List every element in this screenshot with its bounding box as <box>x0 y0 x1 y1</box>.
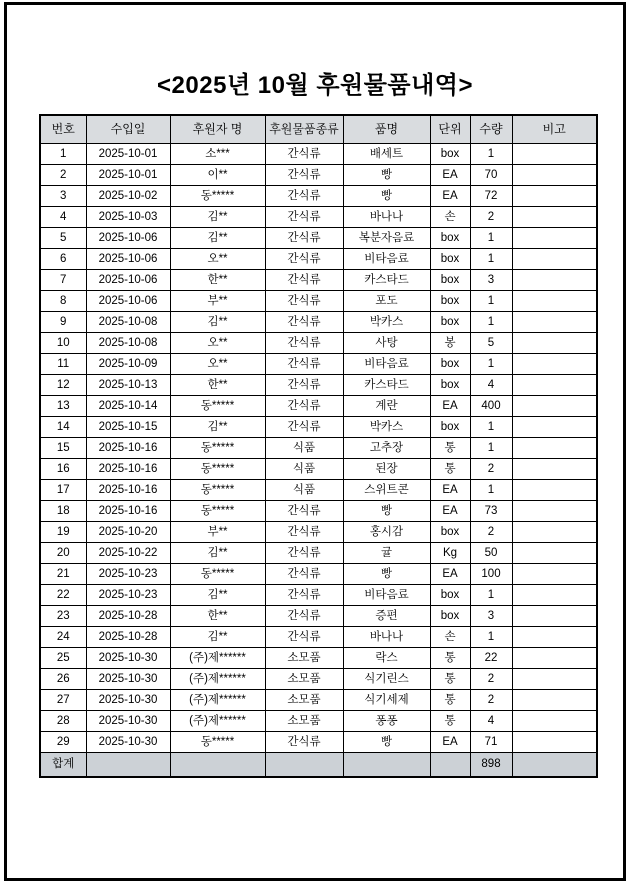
cell-unit: EA <box>430 501 470 522</box>
cell-item: 빵 <box>343 186 430 207</box>
cell-note <box>512 690 597 711</box>
cell-no: 13 <box>40 396 86 417</box>
cell-category: 식품 <box>265 459 343 480</box>
cell-donor: 김** <box>170 312 265 333</box>
footer-total-quantity: 898 <box>470 753 512 778</box>
cell-donor: 김** <box>170 417 265 438</box>
cell-qty: 400 <box>470 396 512 417</box>
cell-unit: box <box>430 228 470 249</box>
cell-unit: 통 <box>430 648 470 669</box>
cell-qty: 1 <box>470 228 512 249</box>
cell-item: 빵 <box>343 165 430 186</box>
table-row <box>40 417 597 438</box>
cell-note <box>512 312 597 333</box>
cell-item: 증편 <box>343 606 430 627</box>
cell-no: 4 <box>40 207 86 228</box>
cell-no: 27 <box>40 690 86 711</box>
cell-item: 카스타드 <box>343 270 430 291</box>
cell-item: 비타음료 <box>343 354 430 375</box>
cell-unit: EA <box>430 480 470 501</box>
cell-category: 간식류 <box>265 354 343 375</box>
cell-unit: 통 <box>430 690 470 711</box>
footer-empty-cell <box>265 753 343 778</box>
cell-date: 2025-10-23 <box>86 564 170 585</box>
cell-category: 간식류 <box>265 249 343 270</box>
cell-date: 2025-10-06 <box>86 291 170 312</box>
cell-category: 간식류 <box>265 312 343 333</box>
cell-unit: box <box>430 144 470 165</box>
cell-donor: (주)제****** <box>170 669 265 690</box>
cell-unit: 통 <box>430 669 470 690</box>
cell-no: 17 <box>40 480 86 501</box>
table-row <box>40 459 597 480</box>
cell-note <box>512 543 597 564</box>
cell-category: 간식류 <box>265 333 343 354</box>
column-header-donor: 후원자 명 <box>170 115 265 144</box>
cell-note <box>512 417 597 438</box>
table-row <box>40 165 597 186</box>
cell-qty: 2 <box>470 522 512 543</box>
table-row <box>40 669 597 690</box>
cell-note <box>512 501 597 522</box>
cell-donor: 이** <box>170 165 265 186</box>
cell-donor: 한** <box>170 606 265 627</box>
cell-item: 식기세제 <box>343 690 430 711</box>
cell-date: 2025-10-30 <box>86 711 170 732</box>
cell-unit: EA <box>430 186 470 207</box>
cell-note <box>512 375 597 396</box>
cell-unit: 통 <box>430 711 470 732</box>
cell-unit: box <box>430 522 470 543</box>
cell-date: 2025-10-06 <box>86 270 170 291</box>
cell-qty: 5 <box>470 333 512 354</box>
cell-item: 비타음료 <box>343 585 430 606</box>
cell-category: 간식류 <box>265 585 343 606</box>
cell-qty: 22 <box>470 648 512 669</box>
cell-note <box>512 186 597 207</box>
cell-note <box>512 564 597 585</box>
cell-unit: box <box>430 585 470 606</box>
table-row <box>40 606 597 627</box>
table-row <box>40 690 597 711</box>
cell-item: 바나나 <box>343 207 430 228</box>
cell-category: 간식류 <box>265 375 343 396</box>
cell-unit: 손 <box>430 207 470 228</box>
cell-unit: 봉 <box>430 333 470 354</box>
cell-note <box>512 669 597 690</box>
cell-item: 빵 <box>343 732 430 753</box>
cell-no: 5 <box>40 228 86 249</box>
footer-empty-cell <box>430 753 470 778</box>
cell-item: 된장 <box>343 459 430 480</box>
table-row <box>40 627 597 648</box>
cell-qty: 3 <box>470 270 512 291</box>
cell-date: 2025-10-22 <box>86 543 170 564</box>
cell-donor: 김** <box>170 543 265 564</box>
cell-unit: box <box>430 354 470 375</box>
cell-date: 2025-10-08 <box>86 333 170 354</box>
cell-category: 간식류 <box>265 522 343 543</box>
cell-item: 빵 <box>343 501 430 522</box>
cell-category: 식품 <box>265 438 343 459</box>
cell-item: 사탕 <box>343 333 430 354</box>
cell-note <box>512 606 597 627</box>
cell-donor: 동***** <box>170 480 265 501</box>
cell-item: 배세트 <box>343 144 430 165</box>
cell-date: 2025-10-14 <box>86 396 170 417</box>
cell-no: 3 <box>40 186 86 207</box>
cell-qty: 1 <box>470 585 512 606</box>
table-row <box>40 354 597 375</box>
cell-category: 간식류 <box>265 186 343 207</box>
cell-no: 6 <box>40 249 86 270</box>
cell-category: 간식류 <box>265 417 343 438</box>
table-row <box>40 564 597 585</box>
cell-date: 2025-10-28 <box>86 606 170 627</box>
cell-no: 28 <box>40 711 86 732</box>
table-row <box>40 186 597 207</box>
cell-qty: 2 <box>470 207 512 228</box>
table-row <box>40 711 597 732</box>
cell-no: 1 <box>40 144 86 165</box>
table-row <box>40 585 597 606</box>
cell-no: 2 <box>40 165 86 186</box>
cell-category: 간식류 <box>265 732 343 753</box>
cell-note <box>512 396 597 417</box>
cell-qty: 50 <box>470 543 512 564</box>
cell-no: 12 <box>40 375 86 396</box>
column-header-note: 비고 <box>512 115 597 144</box>
cell-qty: 1 <box>470 627 512 648</box>
page-title: <2025년 10월 후원물품내역> <box>157 72 473 99</box>
cell-donor: 동***** <box>170 564 265 585</box>
cell-no: 25 <box>40 648 86 669</box>
table-row <box>40 312 597 333</box>
cell-category: 소모품 <box>265 711 343 732</box>
cell-note <box>512 354 597 375</box>
cell-note <box>512 333 597 354</box>
cell-category: 간식류 <box>265 291 343 312</box>
table-row <box>40 249 597 270</box>
cell-no: 10 <box>40 333 86 354</box>
cell-no: 23 <box>40 606 86 627</box>
column-header-qty: 수량 <box>470 115 512 144</box>
cell-donor: 김** <box>170 207 265 228</box>
cell-category: 간식류 <box>265 543 343 564</box>
cell-donor: 소*** <box>170 144 265 165</box>
cell-item: 귤 <box>343 543 430 564</box>
cell-no: 26 <box>40 669 86 690</box>
footer-empty-cell <box>512 753 597 778</box>
table-row <box>40 291 597 312</box>
cell-donor: (주)제****** <box>170 648 265 669</box>
cell-qty: 100 <box>470 564 512 585</box>
cell-note <box>512 165 597 186</box>
table-footer-row <box>40 753 597 778</box>
donation-items-table <box>39 114 598 778</box>
cell-date: 2025-10-30 <box>86 690 170 711</box>
cell-unit: 통 <box>430 438 470 459</box>
cell-item: 바나나 <box>343 627 430 648</box>
cell-date: 2025-10-02 <box>86 186 170 207</box>
cell-qty: 4 <box>470 375 512 396</box>
table-header-row <box>40 115 597 144</box>
cell-note <box>512 438 597 459</box>
cell-qty: 1 <box>470 438 512 459</box>
table-row <box>40 543 597 564</box>
cell-no: 24 <box>40 627 86 648</box>
table-header <box>40 115 597 144</box>
cell-date: 2025-10-28 <box>86 627 170 648</box>
cell-donor: 김** <box>170 585 265 606</box>
cell-qty: 1 <box>470 249 512 270</box>
cell-donor: 김** <box>170 228 265 249</box>
cell-unit: box <box>430 270 470 291</box>
footer-empty-cell <box>86 753 170 778</box>
cell-donor: 동***** <box>170 186 265 207</box>
cell-note <box>512 270 597 291</box>
cell-item: 박카스 <box>343 312 430 333</box>
cell-no: 29 <box>40 732 86 753</box>
cell-item: 고추장 <box>343 438 430 459</box>
cell-category: 간식류 <box>265 396 343 417</box>
table-row <box>40 648 597 669</box>
cell-no: 20 <box>40 543 86 564</box>
cell-item: 스위트콘 <box>343 480 430 501</box>
cell-date: 2025-10-08 <box>86 312 170 333</box>
table-row <box>40 207 597 228</box>
cell-item: 홍시감 <box>343 522 430 543</box>
column-header-date: 수입일 <box>86 115 170 144</box>
footer-empty-cell <box>170 753 265 778</box>
table-body <box>40 144 597 753</box>
cell-no: 18 <box>40 501 86 522</box>
column-header-item: 품명 <box>343 115 430 144</box>
cell-note <box>512 144 597 165</box>
cell-qty: 72 <box>470 186 512 207</box>
cell-note <box>512 648 597 669</box>
table-footer <box>40 753 597 778</box>
table-row <box>40 144 597 165</box>
cell-date: 2025-10-06 <box>86 228 170 249</box>
table-row <box>40 333 597 354</box>
footer-total-label: 합계 <box>40 753 86 778</box>
cell-qty: 3 <box>470 606 512 627</box>
cell-unit: EA <box>430 165 470 186</box>
cell-note <box>512 228 597 249</box>
cell-donor: 오** <box>170 249 265 270</box>
column-header-category: 후원물품종류 <box>265 115 343 144</box>
cell-category: 간식류 <box>265 144 343 165</box>
cell-note <box>512 585 597 606</box>
cell-donor: 동***** <box>170 438 265 459</box>
cell-date: 2025-10-30 <box>86 648 170 669</box>
cell-category: 소모품 <box>265 669 343 690</box>
cell-item: 비타음료 <box>343 249 430 270</box>
cell-qty: 2 <box>470 690 512 711</box>
cell-unit: EA <box>430 396 470 417</box>
cell-date: 2025-10-01 <box>86 165 170 186</box>
cell-donor: 동***** <box>170 501 265 522</box>
cell-date: 2025-10-16 <box>86 501 170 522</box>
table-row <box>40 480 597 501</box>
cell-no: 21 <box>40 564 86 585</box>
cell-no: 11 <box>40 354 86 375</box>
cell-donor: 동***** <box>170 459 265 480</box>
cell-category: 소모품 <box>265 690 343 711</box>
document-page <box>4 2 626 881</box>
column-header-no: 번호 <box>40 115 86 144</box>
cell-date: 2025-10-03 <box>86 207 170 228</box>
cell-no: 19 <box>40 522 86 543</box>
cell-item: 포도 <box>343 291 430 312</box>
cell-date: 2025-10-23 <box>86 585 170 606</box>
cell-qty: 1 <box>470 480 512 501</box>
cell-no: 22 <box>40 585 86 606</box>
cell-date: 2025-10-09 <box>86 354 170 375</box>
cell-unit: Kg <box>430 543 470 564</box>
cell-unit: box <box>430 417 470 438</box>
table-row <box>40 501 597 522</box>
cell-category: 간식류 <box>265 270 343 291</box>
cell-category: 소모품 <box>265 648 343 669</box>
cell-item: 락스 <box>343 648 430 669</box>
cell-no: 16 <box>40 459 86 480</box>
cell-date: 2025-10-16 <box>86 480 170 501</box>
cell-category: 간식류 <box>265 228 343 249</box>
cell-donor: 김** <box>170 627 265 648</box>
cell-date: 2025-10-01 <box>86 144 170 165</box>
footer-empty-cell <box>343 753 430 778</box>
cell-date: 2025-10-16 <box>86 459 170 480</box>
table-row <box>40 228 597 249</box>
cell-category: 식품 <box>265 480 343 501</box>
cell-donor: 한** <box>170 375 265 396</box>
cell-note <box>512 249 597 270</box>
cell-note <box>512 207 597 228</box>
table-row <box>40 270 597 291</box>
cell-donor: 동***** <box>170 732 265 753</box>
cell-item: 계란 <box>343 396 430 417</box>
cell-qty: 1 <box>470 354 512 375</box>
cell-item: 카스타드 <box>343 375 430 396</box>
cell-item: 박카스 <box>343 417 430 438</box>
cell-unit: 손 <box>430 627 470 648</box>
cell-donor: 오** <box>170 333 265 354</box>
cell-no: 15 <box>40 438 86 459</box>
cell-date: 2025-10-16 <box>86 438 170 459</box>
table-row <box>40 522 597 543</box>
cell-qty: 2 <box>470 669 512 690</box>
cell-category: 간식류 <box>265 606 343 627</box>
cell-donor: 동***** <box>170 396 265 417</box>
cell-category: 간식류 <box>265 501 343 522</box>
cell-no: 7 <box>40 270 86 291</box>
cell-qty: 70 <box>470 165 512 186</box>
cell-date: 2025-10-30 <box>86 669 170 690</box>
cell-unit: box <box>430 606 470 627</box>
cell-qty: 1 <box>470 144 512 165</box>
cell-note <box>512 627 597 648</box>
cell-donor: (주)제****** <box>170 711 265 732</box>
cell-category: 간식류 <box>265 207 343 228</box>
cell-unit: EA <box>430 564 470 585</box>
cell-category: 간식류 <box>265 165 343 186</box>
cell-donor: 한** <box>170 270 265 291</box>
cell-note <box>512 480 597 501</box>
cell-donor: 부** <box>170 291 265 312</box>
cell-donor: 오** <box>170 354 265 375</box>
cell-date: 2025-10-30 <box>86 732 170 753</box>
cell-unit: box <box>430 291 470 312</box>
cell-item: 식기린스 <box>343 669 430 690</box>
cell-qty: 2 <box>470 459 512 480</box>
cell-category: 간식류 <box>265 627 343 648</box>
cell-note <box>512 459 597 480</box>
cell-qty: 1 <box>470 291 512 312</box>
cell-note <box>512 732 597 753</box>
table-row <box>40 732 597 753</box>
column-header-unit: 단위 <box>430 115 470 144</box>
cell-date: 2025-10-20 <box>86 522 170 543</box>
cell-note <box>512 291 597 312</box>
cell-qty: 1 <box>470 417 512 438</box>
cell-qty: 4 <box>470 711 512 732</box>
cell-item: 복분자음료 <box>343 228 430 249</box>
cell-note <box>512 522 597 543</box>
table-row <box>40 396 597 417</box>
cell-date: 2025-10-06 <box>86 249 170 270</box>
cell-donor: (주)제****** <box>170 690 265 711</box>
cell-unit: 통 <box>430 459 470 480</box>
cell-item: 퐁퐁 <box>343 711 430 732</box>
cell-unit: box <box>430 312 470 333</box>
cell-donor: 부** <box>170 522 265 543</box>
cell-note <box>512 711 597 732</box>
cell-item: 빵 <box>343 564 430 585</box>
cell-no: 14 <box>40 417 86 438</box>
cell-unit: box <box>430 249 470 270</box>
cell-category: 간식류 <box>265 564 343 585</box>
cell-qty: 1 <box>470 312 512 333</box>
cell-no: 9 <box>40 312 86 333</box>
cell-date: 2025-10-13 <box>86 375 170 396</box>
cell-unit: EA <box>430 732 470 753</box>
cell-unit: box <box>430 375 470 396</box>
table-row <box>40 438 597 459</box>
table-row <box>40 375 597 396</box>
cell-date: 2025-10-15 <box>86 417 170 438</box>
cell-no: 8 <box>40 291 86 312</box>
cell-qty: 71 <box>470 732 512 753</box>
cell-qty: 73 <box>470 501 512 522</box>
